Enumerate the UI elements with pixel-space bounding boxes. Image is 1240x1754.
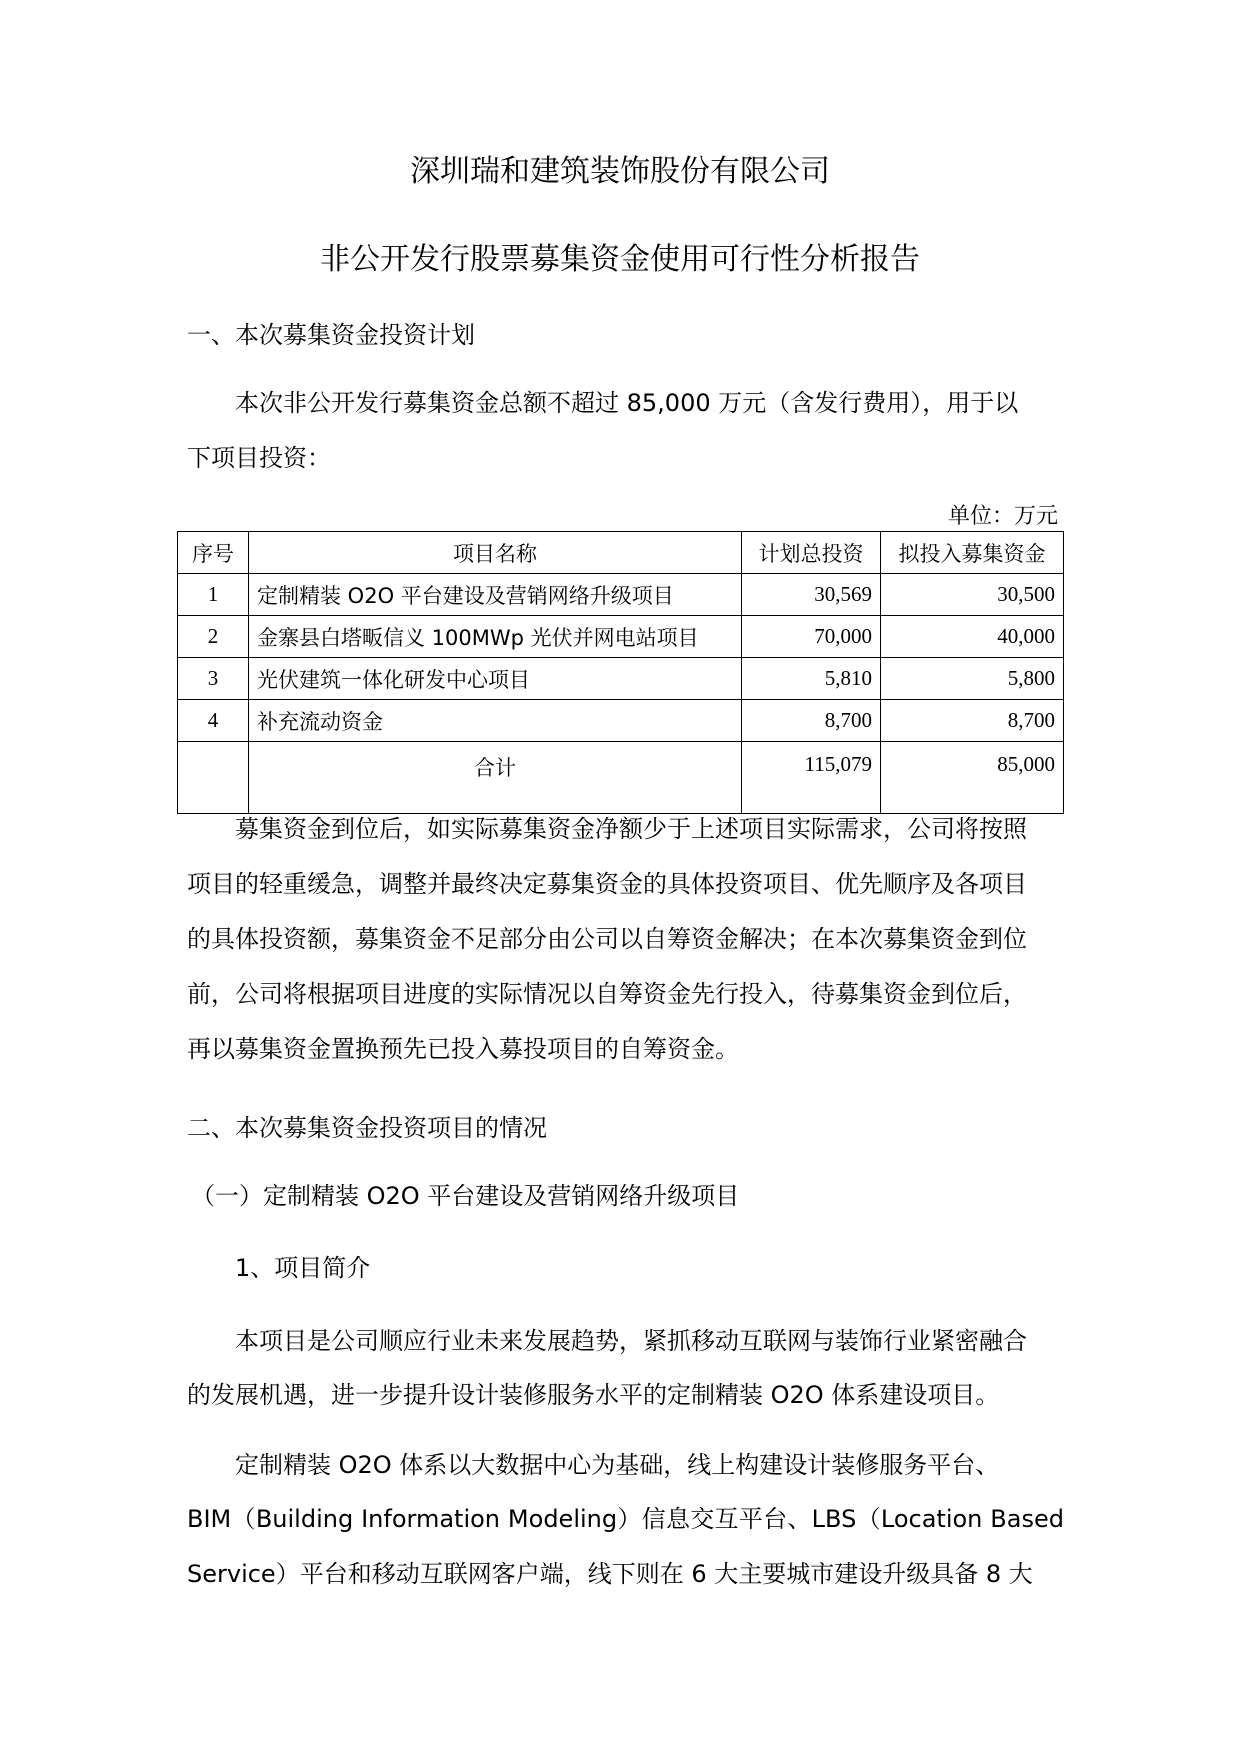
paragraph-line: 本项目是公司顺应行业未来发展趋势，紧抓移动互联网与装饰行业紧密融合 [235,1327,1027,1355]
col-header-name: 项目名称 [249,532,742,574]
cell-total: 8,700 [742,700,881,742]
item-heading: 1、项目简介 [235,1254,371,1282]
paragraph-line: 前，公司将根据项目进度的实际情况以自筹资金先行投入，待募集资金到位后， [187,980,1027,1008]
cell-no: 1 [178,574,249,616]
cell-total: 30,569 [742,574,881,616]
table-header-row [178,532,1064,574]
paragraph-line: 的发展机遇，进一步提升设计装修服务水平的定制精装 O2O 体系建设项目。 [187,1381,1000,1409]
section2-heading: 二、本次募集资金投资项目的情况 [187,1114,547,1142]
cell-raised: 40,000 [881,616,1064,658]
paragraph-line: Service）平台和移动互联网客户端，线下则在 6 大主要城市建设升级具备 8 大 [187,1560,1033,1588]
table-total-row [178,742,1064,814]
cell-total-label: 合计 [249,742,742,814]
cell-raised: 85,000 [881,742,1064,814]
cell-raised: 5,800 [881,658,1064,700]
cell-no [178,742,249,814]
cell-raised: 8,700 [881,700,1064,742]
cell-name: 金寨县白塔畈信义 100MWp 光伏并网电站项目 [249,616,742,658]
cell-name: 补充流动资金 [249,700,742,742]
report-title: 非公开发行股票募集资金使用可行性分析报告 [320,242,920,277]
company-title: 深圳瑞和建筑装饰股份有限公司 [410,154,830,189]
cell-total: 70,000 [742,616,881,658]
table-row [178,658,1064,700]
intro-line: 下项目投资： [187,444,331,472]
unit-label: 单位：万元 [947,504,1058,529]
cell-no: 4 [178,700,249,742]
paragraph-line: 项目的轻重缓急，调整并最终决定募集资金的具体投资项目、优先顺序及各项目 [187,870,1027,898]
paragraph-line: 的具体投资额，募集资金不足部分由公司以自筹资金解决；在本次募集资金到位 [187,925,1027,953]
table-row [178,700,1064,742]
intro-line: 本次非公开发行募集资金总额不超过 85,000 万元（含发行费用），用于以 [235,389,1019,417]
paragraph-line: 募集资金到位后，如实际募集资金净额少于上述项目实际需求，公司将按照 [235,815,1027,843]
table-row [178,574,1064,616]
table-row [178,616,1064,658]
col-header-total: 计划总投资 [742,532,881,574]
col-header-no: 序号 [178,532,249,574]
section1-heading: 一、本次募集资金投资计划 [187,321,475,349]
paragraph-line: 定制精装 O2O 体系以大数据中心为基础，线上构建设计装修服务平台、 [235,1451,1000,1479]
paragraph-line: 再以募集资金置换预先已投入募投项目的自筹资金。 [187,1035,739,1063]
cell-total: 5,810 [742,658,881,700]
paragraph-line: BIM（Building Information Modeling）信息交互平台、LBS（Location Based [187,1505,1064,1533]
cell-no: 2 [178,616,249,658]
col-header-raised: 拟投入募集资金 [881,532,1064,574]
cell-no: 3 [178,658,249,700]
cell-name: 光伏建筑一体化研发中心项目 [249,658,742,700]
cell-total: 115,079 [742,742,881,814]
investment-table [177,531,1064,814]
section2-subheading: （一）定制精装 O2O 平台建设及营销网络升级项目 [191,1182,740,1210]
cell-raised: 30,500 [881,574,1064,616]
cell-name: 定制精装 O2O 平台建设及营销网络升级项目 [249,574,742,616]
